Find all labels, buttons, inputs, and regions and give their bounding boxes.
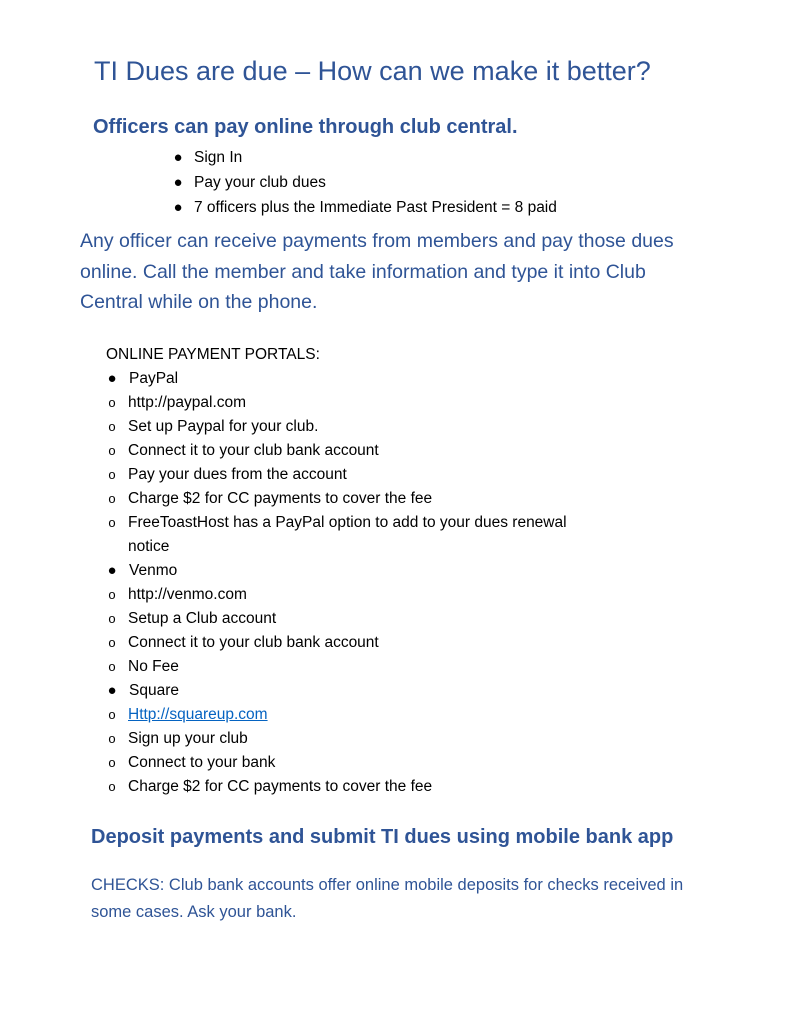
list-item: o Charge $2 for CC payments to cover the fee xyxy=(104,775,664,799)
list-item: ● PayPal xyxy=(104,367,664,391)
any-officer-paragraph: Any officer can receive payments from members and pay those dues online. Call the member and take information and type it into Club Central while on the phone. xyxy=(80,230,674,313)
list-item: o No Fee xyxy=(104,655,664,679)
circle-bullet-icon: o xyxy=(108,419,116,434)
portal-venmo xyxy=(104,559,664,679)
squareup-link[interactable]: Http://squareup.com xyxy=(128,706,268,723)
circle-bullet-icon: o xyxy=(108,491,116,506)
list-item: o Connect it to your club bank account xyxy=(104,439,664,463)
circle-bullet-icon: o xyxy=(108,611,116,626)
portal-paypal xyxy=(104,367,664,559)
circle-bullet-icon: o xyxy=(108,395,116,410)
list-item xyxy=(104,391,664,415)
circle-bullet-icon: o xyxy=(108,755,116,770)
list-item: o Setup a Club account xyxy=(104,607,664,631)
checks-paragraph: CHECKS: Club bank accounts offer online mobile deposits for checks received in some cases. Ask your bank. xyxy=(91,876,684,921)
portals-list xyxy=(104,367,664,799)
portal-square-steps xyxy=(104,703,664,799)
officers-list xyxy=(170,145,557,220)
circle-bullet-icon: o xyxy=(108,707,116,722)
bullet-icon: ● xyxy=(107,562,117,579)
venmo-link-text: http://venmo.com xyxy=(128,586,247,603)
paypal-link-text: http://paypal.com xyxy=(128,394,247,411)
list-item: o Sign up your club xyxy=(104,727,664,751)
circle-bullet-icon: o xyxy=(108,635,116,650)
bullet-icon: ● xyxy=(173,149,183,166)
list-item: ● Sign In xyxy=(170,145,557,170)
bullet-icon: ● xyxy=(173,199,183,216)
list-item: ● Square xyxy=(104,679,664,703)
list-item: ● 7 officers plus the Immediate Past President = 8 paid xyxy=(170,195,557,220)
circle-bullet-icon: o xyxy=(108,515,116,530)
list-item: o Pay your dues from the account xyxy=(104,463,664,487)
circle-bullet-icon: o xyxy=(108,659,116,674)
circle-bullet-icon: o xyxy=(108,731,116,746)
list-item: o Connect it to your club bank account xyxy=(104,631,664,655)
circle-bullet-icon: o xyxy=(108,779,116,794)
list-item: o Charge $2 for CC payments to cover the fee xyxy=(104,487,664,511)
list-item: o Set up Paypal for your club. xyxy=(104,415,664,439)
portal-square xyxy=(104,679,664,799)
page-title: TI Dues are due – How can we make it better? xyxy=(94,56,651,86)
list-item: o Connect to your bank xyxy=(104,751,664,775)
bullet-icon: ● xyxy=(107,370,117,387)
portals-heading: ONLINE PAYMENT PORTALS: xyxy=(106,346,320,363)
officers-heading: Officers can pay online through club central. xyxy=(93,116,518,138)
list-item xyxy=(104,703,664,727)
circle-bullet-icon: o xyxy=(108,467,116,482)
portal-paypal-steps xyxy=(104,391,664,559)
circle-bullet-icon: o xyxy=(108,587,116,602)
list-item xyxy=(104,583,664,607)
deposit-heading: Deposit payments and submit TI dues using mobile bank app xyxy=(91,826,674,848)
bullet-icon: ● xyxy=(173,174,183,191)
bullet-icon: ● xyxy=(107,682,117,699)
list-item: o FreeToastHost has a PayPal option to add to your dues renewal notice xyxy=(104,511,598,559)
circle-bullet-icon: o xyxy=(108,443,116,458)
list-item: ● Pay your club dues xyxy=(170,170,557,195)
portal-venmo-steps xyxy=(104,583,664,679)
list-item: ● Venmo xyxy=(104,559,664,583)
